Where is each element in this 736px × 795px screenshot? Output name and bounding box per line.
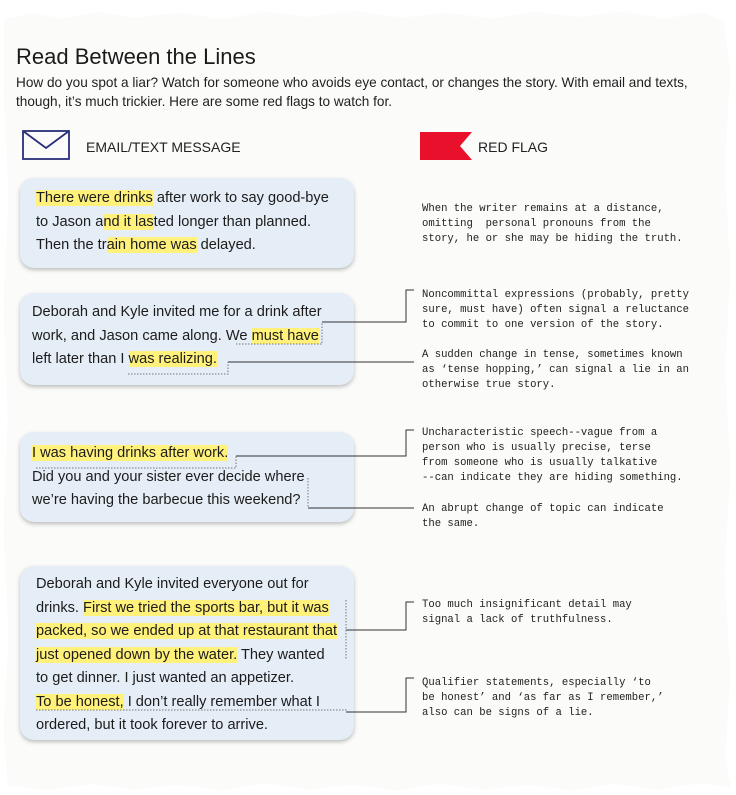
connector-3 (236, 430, 414, 456)
highlighted-text: There were drinks (36, 190, 153, 206)
red-flag-column-header: RED FLAG (478, 139, 549, 155)
message-text: left later than I (32, 351, 129, 367)
flag-note-1: When the writer remains at a distance, omitting personal pronouns from the story, he or she may be hiding the truth. (422, 203, 683, 245)
highlighted-text: nd it las (103, 213, 154, 230)
connector-5 (346, 602, 414, 630)
underline-bracket-2 (128, 362, 228, 374)
message-text: ordered, but it took forever to arrive. (36, 717, 268, 733)
flag-note-2: Noncommittal expressions (probably, pretty sure, must have) often signal a reluctance to commit to one version of the story. (422, 289, 690, 331)
highlighted-text: was realizing. (128, 351, 217, 367)
message-text: ted longer than planned. (153, 213, 312, 230)
message-text: to Jason a (36, 213, 104, 230)
message-text: delayed. (196, 237, 256, 253)
highlighted-text: must have (251, 327, 319, 344)
intro-text: How do you spot a liar? Watch for someone who avoids eye contact, or changes the story. With email and texts, though, it’s much trickier. Here are some red flags to watch for. (16, 75, 688, 109)
message-text: I don’t really remember what I (123, 693, 320, 710)
connector-1 (322, 290, 414, 322)
highlighted-text: just opened down by the water. (36, 646, 238, 663)
message-text: Deborah and Kyle invited me for a drink after (32, 304, 322, 320)
flag-note-6: Too much insignificant detail may signal a lack of truthfulness. (422, 599, 632, 626)
email-column-header: EMAIL/TEXT MESSAGE (86, 139, 241, 155)
underline-bracket-1 (236, 322, 322, 344)
connector-6 (346, 678, 414, 712)
message-text: drinks. (36, 599, 84, 616)
message-text: Then the tr (36, 237, 107, 253)
message-text: Deborah and Kyle invited everyone out for (36, 576, 309, 592)
message-text: we’re having the barbecue this weekend? (32, 492, 301, 508)
flag-note-5: An abrupt change of topic can indicate the same. (422, 503, 664, 530)
underline-bracket-3 (36, 456, 236, 468)
highlighted-text: ain home was (106, 237, 197, 253)
flag-note-4: Uncharacteristic speech--vague from a person who is usually precise, terse from someone who is usually talkative --can indicate they are hiding something. (422, 427, 683, 484)
underline-bracket-6 (36, 710, 346, 712)
flag-note-3: A sudden change in tense, sometimes known as ‘tense hopping,’ can signal a lie in an otherwise true story. (422, 349, 690, 391)
highlighted-text: To be honest, (36, 693, 124, 710)
message-text: Did you and your sister ever decide where (32, 468, 305, 485)
highlighted-text: packed, so we ended up at that restaurant that (36, 623, 337, 639)
highlighted-text: First we tried the sports bar, but it was (83, 599, 329, 616)
message-text: They wanted (237, 646, 325, 663)
flag-note-7: Qualifier statements, especially ‘to be honest’ and ‘as far as I remember,’ also can be signs of a lie. (422, 677, 664, 719)
message-text: work, and Jason came along. We (32, 327, 252, 344)
page-title: Read Between the Lines (16, 44, 256, 69)
highlighted-text: I was having drinks after work. (32, 445, 229, 461)
message-text: to get dinner. I just wanted an appetizer. (36, 670, 294, 686)
message-text: after work to say good-bye (152, 190, 329, 206)
